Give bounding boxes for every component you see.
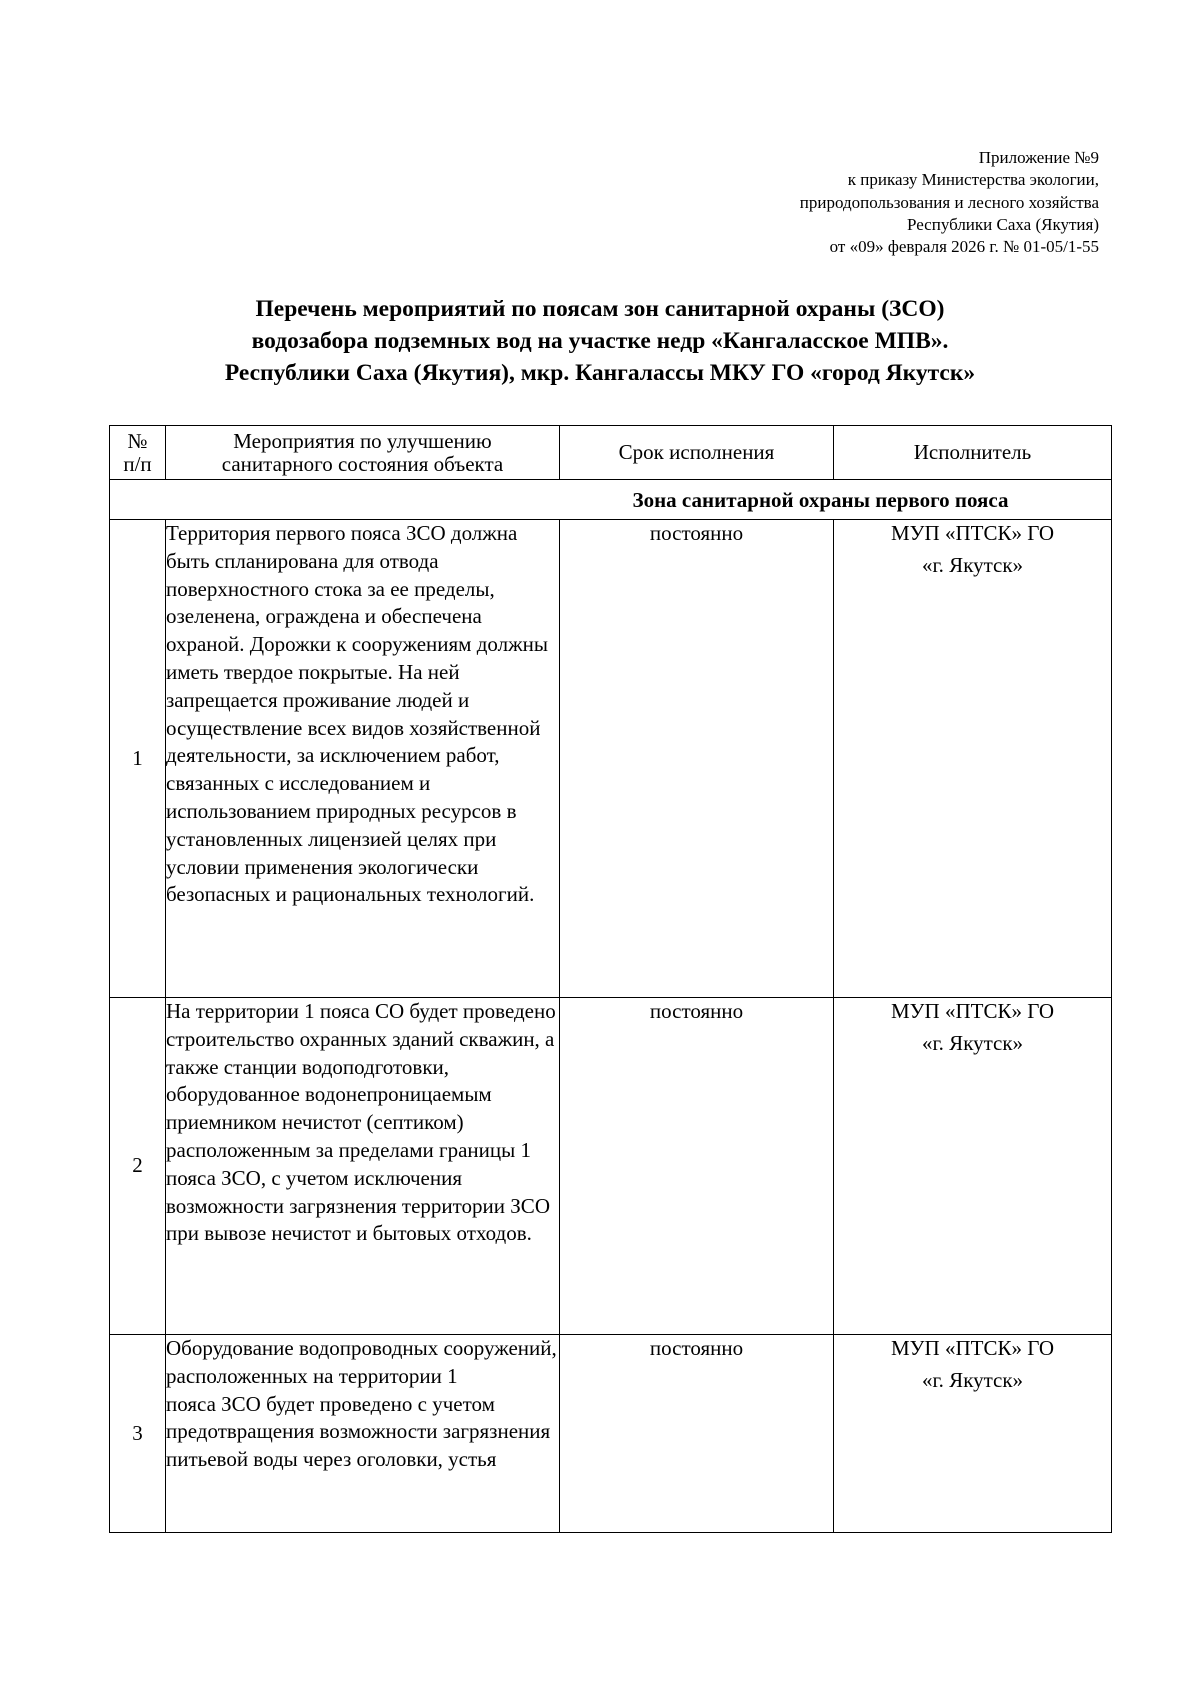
appendix-order-ref: к приказу Министерства экологии, — [847, 170, 1099, 190]
row-executor — [834, 520, 1112, 998]
title-line-3: Республики Саха (Якутия), мкр. Кангалассы МКУ ГО «город Якутск» — [224, 360, 976, 386]
measures-table — [109, 425, 1112, 1533]
title-line-2: водозабора подземных вод на участке недр «Кангаласское МПВ». — [251, 328, 949, 354]
document-title — [100, 293, 1100, 389]
row-term: постоянно — [560, 1335, 834, 1533]
row-term: постоянно — [560, 520, 834, 998]
executor-city: «г. Якутск» — [921, 1030, 1024, 1055]
row-executor — [834, 998, 1112, 1335]
row-number: 2 — [110, 998, 166, 1335]
appendix-date: от «09» февраля 2026 г. № 01-05/1-55 — [829, 237, 1099, 257]
executor-city: «г. Якутск» — [921, 552, 1024, 577]
row-measure: Территория первого пояса ЗСО должна быть спланирована для отвода поверхностного стока за ее пределы, озеленена, ограждена и обеспечена охраной. Дорожки к сооружениям должны иметь твердое покрытые. На ней запрещается проживание людей и осуществление всех видов хозяйственной деятельности, за исключением работ, связанных с исследованием и использованием природных ресурсов в установленных лицензией целях при условии применения экологически безопасных и рациональных технологий. — [166, 520, 560, 998]
appendix-header — [499, 147, 1099, 258]
row-measure: Оборудование водопроводных сооружений, расположенных на территории 1 пояса ЗСО будет проведено с учетом предотвращения возможности загрязнения питьевой воды через оголовки, устья — [166, 1335, 560, 1533]
table-header-row — [110, 426, 1112, 480]
executor-city: «г. Якутск» — [921, 1367, 1024, 1392]
zone-title: Зона санитарной охраны первого пояса — [110, 480, 1112, 520]
executor-org: МУП «ПТСК» ГО — [891, 521, 1054, 545]
row-number: 3 — [110, 1335, 166, 1533]
zone-title-row — [110, 480, 1112, 520]
row-measure: На территории 1 пояса СО будет проведено строительство охранных зданий скважин, а также станции водоподготовки, оборудованное водонепроницаемым приемником нечистот (септиком) расположенным за пределами границы 1 пояса ЗСО, с учетом исключения возможности загрязнения территории ЗСО при вывозе нечистот и бытовых отходов. — [166, 998, 560, 1335]
appendix-ministry: природопользования и лесного хозяйства — [799, 192, 1099, 212]
header-term: Срок исполнения — [560, 426, 834, 480]
executor-org: МУП «ПТСК» ГО — [891, 999, 1054, 1023]
table-row — [110, 520, 1112, 998]
appendix-republic: Республики Саха (Якутия) — [906, 214, 1099, 234]
header-measures: Мероприятия по улучшению санитарного состояния объекта — [166, 426, 560, 480]
row-number: 1 — [110, 520, 166, 998]
table-row — [110, 998, 1112, 1335]
row-term: постоянно — [560, 998, 834, 1335]
header-number: № п/п — [110, 426, 166, 480]
title-line-1: Перечень мероприятий по поясам зон санитарной охраны (ЗСО) — [255, 296, 945, 322]
table-row — [110, 1335, 1112, 1533]
row-executor — [834, 1335, 1112, 1533]
executor-org: МУП «ПТСК» ГО — [891, 1336, 1054, 1360]
header-executor: Исполнитель — [834, 426, 1112, 480]
appendix-number: Приложение №9 — [978, 148, 1099, 167]
